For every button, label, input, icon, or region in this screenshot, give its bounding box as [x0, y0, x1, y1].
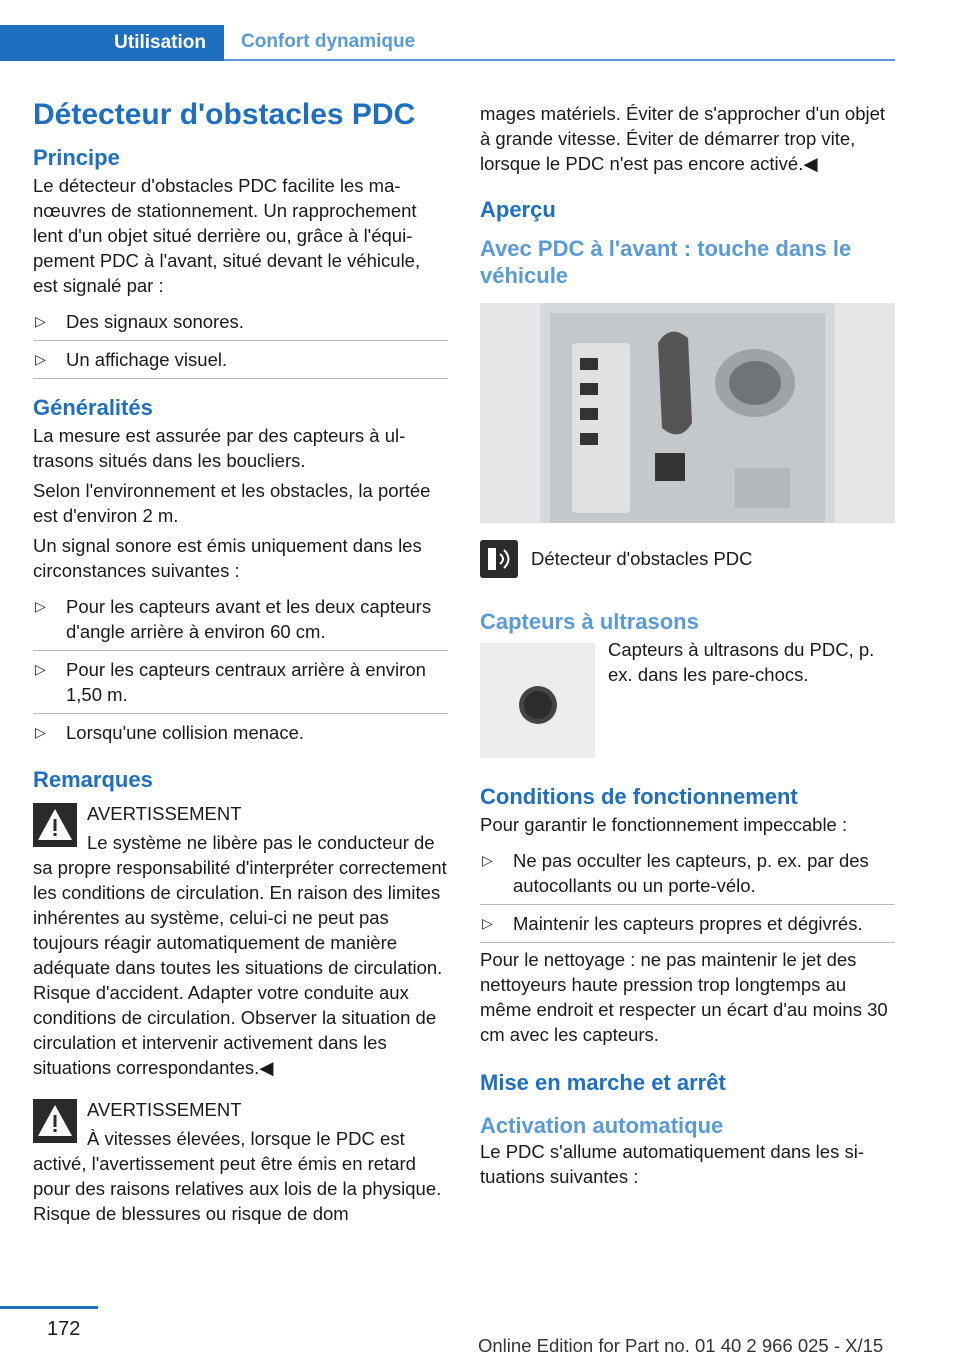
heading-generalites: Généralités	[33, 395, 153, 420]
warning-triangle-icon	[33, 1099, 77, 1143]
triangle-bullet-icon: ▷	[35, 313, 46, 329]
edition-info: Online Edition for Part no. 01 40 2 966 025 - X/15	[478, 1335, 884, 1356]
right-column	[480, 95, 895, 1194]
generalites-p3: Un signal sonore est émis uniquement dans les circonstances suivantes :	[33, 535, 422, 581]
heading-apercu: Aperçu	[480, 197, 556, 222]
list-item: ▷ Un affichage visuel.	[33, 341, 448, 379]
conditions-list	[480, 842, 895, 943]
warning-triangle-icon	[33, 803, 77, 847]
heading-capteurs: Capteurs à ultrasons	[480, 609, 699, 634]
list-item: ▷ Lorsqu'une collision menace.	[35, 722, 305, 743]
page-title: Détecteur d'obstacles PDC	[33, 98, 416, 131]
tab-confort-dynamique[interactable]: Confort dynamique	[224, 25, 895, 61]
left-column	[33, 95, 448, 1231]
warning-text-1: Le système ne libère pas le conducteur de sa propre responsabilité d'interpréter correctement les conditions de circulation. En raison des limites inhérentes au système, celui-ci ne peut pas toujours réagir automatiquement de manière adéquate dans toutes les situations de circulation. Risque d'accident. Adapter votre conduite aux conditions de circulation. Observer la situation de circulation et intervenir activement dans les situations correspondantes.◀	[33, 832, 447, 1078]
triangle-bullet-icon: ▷	[35, 351, 46, 367]
center-console-photo	[480, 303, 895, 523]
conditions-text: Pour garantir le fonctionnement impeccable :	[480, 814, 848, 835]
list-item: ▷ Maintenir les capteurs propres et dégivrés.	[480, 905, 895, 943]
pdc-button-row	[480, 540, 895, 578]
ultrasonic-sensor-photo	[480, 643, 595, 758]
generalites-p2: Selon l'environnement et les obstacles, la portée est d'environ 2 m.	[33, 480, 431, 526]
warning-title-2: AVERTISSEMENT	[87, 1099, 242, 1120]
activation-text: Le PDC s'allume automatiquement dans les situations suivantes :	[480, 1141, 865, 1187]
triangle-bullet-icon: ▷	[482, 852, 493, 868]
page-number: 172	[47, 1318, 81, 1340]
footer-rule	[0, 1306, 98, 1309]
list-item: ▷ Des signaux sonores.	[33, 303, 448, 341]
list-item: ▷ Pour les capteurs centraux arrière à environ 1,50 m.	[33, 651, 448, 714]
triangle-bullet-icon: ▷	[482, 915, 493, 931]
warning-block-2	[33, 1097, 448, 1226]
principe-list	[33, 303, 448, 379]
list-item: ▷ Ne pas occulter les capteurs, p. ex. par des autocollants ou un porte-vélo.	[480, 842, 895, 905]
principe-text: Le détecteur d'obstacles PDC facilite les manœuvres de stationnement. Un rapprochement lent d'un objet situé derrière ou, grâce à l'équipement PDC à l'avant, situé devant le véhicule, est signalé par :	[33, 175, 421, 296]
heading-mise-en-marche: Mise en marche et arrêt	[480, 1070, 726, 1095]
heading-conditions: Conditions de fonctionnement	[480, 784, 798, 809]
triangle-bullet-icon: ▷	[35, 598, 46, 614]
triangle-bullet-icon: ▷	[35, 724, 46, 740]
warning-block-1	[33, 801, 448, 1080]
cleaning-text: Pour le nettoyage : ne pas maintenir le jet des nettoyeurs haute pression trop longtemps au même endroit et respecter un écart d'au moins 30 cm avec les capteurs.	[480, 949, 888, 1045]
pdc-button-label: Détecteur d'obstacles PDC	[531, 548, 753, 569]
header-tabs	[0, 25, 895, 61]
generalites-list	[33, 588, 448, 751]
sensor-block	[480, 639, 895, 758]
generalites-p1: La mesure est assurée par des capteurs à ultrasons situés dans les boucliers.	[33, 425, 406, 471]
pdc-button-icon[interactable]	[480, 540, 518, 578]
warning-text-continued: mages matériels. Éviter de s'approcher d'un objet à grande vitesse. Éviter de démarrer trop vite, lorsque le PDC n'est pas encore activé.◀	[480, 103, 886, 174]
heading-activation: Activation automatique	[480, 1113, 724, 1138]
tab-utilisation[interactable]: Utilisation	[0, 25, 224, 61]
heading-avec-pdc: Avec PDC à l'avant : touche dans le véhicule	[480, 236, 852, 288]
warning-text-2: À vitesses élevées, lorsque le PDC est activé, l'avertissement peut être émis en retard pour des raisons relatives aux lois de la physique. Risque de blessures ou risque de dom	[33, 1128, 442, 1224]
capteurs-text: Capteurs à ultrasons du PDC, p. ex. dans les pare-chocs.	[608, 639, 875, 685]
heading-remarques: Remarques	[33, 767, 153, 792]
triangle-bullet-icon: ▷	[35, 661, 46, 677]
list-item: ▷ Pour les capteurs avant et les deux capteurs d'angle arrière à environ 60 cm.	[33, 588, 448, 651]
warning-title-1: AVERTISSEMENT	[87, 803, 242, 824]
heading-principe: Principe	[33, 145, 120, 170]
